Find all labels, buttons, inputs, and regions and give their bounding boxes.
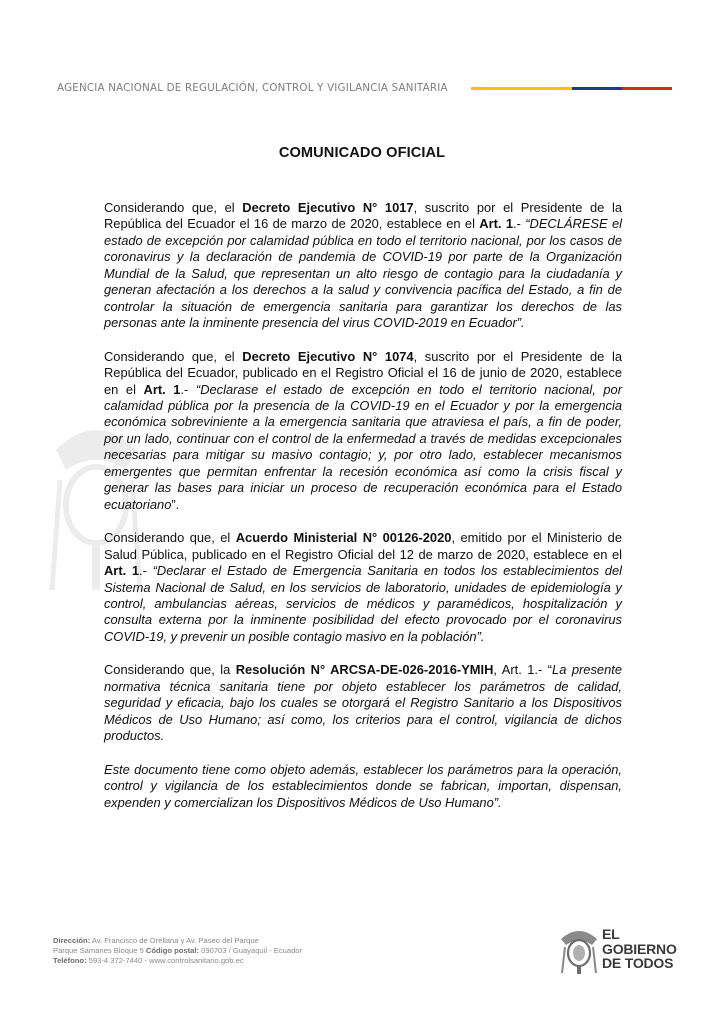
- logo-wordmark: EL GOBIERNO DE TODOS: [602, 926, 677, 971]
- paragraph-decreto-1074: Considerando que, el Decreto Ejecutivo N° 1074, suscrito por el Presidente de la República del Ecuador, publicado en el Registro Oficial el 16 de junio de 2020, establece en el Art. 1.- “Declarase el estado de excepción en todo el territorio nacional, por calamidad pública por la presencia de la COVID-19 en el Ecuador y por la emergencia económica sobreviniente a la emergencia sanitaria que atraviesa el país, a fin de poder, por un lado, continuar con el control de la enfermedad a través de medidas excepcionales necesarias para mitigar su masivo contagio; y, por otro lado, establecer mecanismos emergentes que permitan enfrentar la recesión económica así como la crisis fiscal y generar las bases para iniciar un proceso de recuperación económica para el Estado ecuatoriano”.: [104, 348, 622, 512]
- decree-reference: Decreto Ejecutivo N° 1017: [242, 200, 414, 215]
- document-body: [104, 200, 622, 828]
- article-reference: Art. 1: [143, 381, 181, 397]
- quoted-article: “DECLÁRESE el estado de excepción por calamidad pública en todo el territorio nacional, por los casos de coronavirus y la declaración de pandemia de COVID-19 por parte de la Organización Mundial de la Salud, que representan un alto riesgo de contagio para la ciudadanía y generan afectación a los derechos a la salud y convivencia pacífica del Estado, a fin de controlar la situación de emergencia sanitaria para garantizar los derechos de las personas ante la inminente presencia del virus COVID-2019 en Ecuador”.: [104, 216, 622, 331]
- article-reference: Art. 1: [479, 216, 514, 232]
- quoted-article: “Declarase el estado de excepción en todo el territorio nacional, por calamidad pública por la presencia de la COVID-19 en el Ecuador y por la emergencia económica sobreviniente a la emergencia sanitaria que atraviesa el país, a fin de poder, por un lado, continuar con el control de la enfermedad a través de medidas excepcionales necesarias para mitigar su masivo contagio; y, por otro lado, establecer mecanismos emergentes que permitan enfrentar la recesión económica así como la crisis fiscal y generar las bases para iniciar un proceso de recuperación económica para el Estado ecuatoriano: [104, 381, 622, 512]
- decree-reference: Decreto Ejecutivo N° 1074: [242, 348, 414, 364]
- agency-header: AGENCIA NACIONAL DE REGULACIÓN, CONTROL Y VIGILANCIA SANITARIA: [57, 82, 448, 94]
- paragraph-decreto-1017: Considerando que, el Decreto Ejecutivo N° 1017, suscrito por el Presidente de la República del Ecuador el 16 de marzo de 2020, establece en el Art. 1.- “DECLÁRESE el estado de excepción por calamidad pública en todo el territorio nacional, por los casos de coronavirus y la declaración de pandemia de COVID-19 por parte de la Organización Mundial de la Salud, que representan un alto riesgo de contagio para la ciudadanía y generan afectación a los derechos a la salud y convivencia pacífica del Estado, a fin de controlar la situación de emergencia sanitaria para garantizar los derechos de las personas ante la inminente presencia del virus COVID-2019 en Ecuador”.: [104, 200, 622, 331]
- quoted-article: La presente normativa técnica sanitaria tiene por objeto establecer los parámetros de calidad, seguridad y eficacia, bajo los cuales se otorgará el Registro Sanitario a los Dispositivos Médicos de Uso Humano; así como, los criterios para el control, vigilancia de dichos productos.: [104, 662, 622, 744]
- resolution-reference: Resolución N° ARCSA-DE-026-2016-YMIH: [235, 662, 494, 678]
- page-title: COMUNICADO OFICIAL: [278, 145, 446, 161]
- paragraph-resolucion: Considerando que, la Resolución N° ARCSA-DE-026-2016-YMIH, Art. 1.- “La presente normativa técnica sanitaria tiene por objeto establecer los parámetros de calidad, seguridad y eficacia, bajo los cuales se otorgará el Registro Sanitario a los Dispositivos Médicos de Uso Humano; así como, los criterios para el control, vigilancia de dichos productos.: [104, 662, 622, 744]
- coat-of-arms-icon: [558, 925, 600, 975]
- footer-phone-line: Teléfono: 593-4 372-7440 - www.controlsanitario.gob.ec: [53, 956, 244, 966]
- flag-yellow-band: [471, 87, 572, 90]
- gobierno-logo: [558, 923, 676, 979]
- quoted-article: Este documento tiene como objeto además, establecer los parámetros para la operación, control y vigilancia de los establecimientos donde se fabrican, importan, dispensan, expenden y comercializan los Dispositivos Médicos de Uso Humano”.: [104, 761, 622, 810]
- footer-postal-line: Parque Samanes Bloque 5 Código postal: 090703 / Guayaquil - Ecuador: [53, 946, 303, 956]
- article-reference: Art. 1: [104, 563, 140, 579]
- footer-address-line: Dirección: Av. Francisco de Orellana y Av. Paseo del Parque: [53, 936, 259, 945]
- paragraph-objective: [104, 762, 622, 811]
- quoted-article: “Declarar el Estado de Emergencia Sanitaria en todos los establecimientos del Sistema Nacional de Salud, en los servicios de laboratorio, unidades de epidemiología y control, ambulancias aéreas, servicios de médicos y paramédicos, hospitalización y consulta externa por la inminente posibilidad del efecto provocado por el coronavirus COVID-19, y prevenir un posible contagio masivo en la población”.: [104, 563, 622, 644]
- paragraph-acuerdo-ministerial: Considerando que, el Acuerdo Ministerial N° 00126-2020, emitido por el Ministerio de Salud Pública, publicado en el Registro Oficial del 12 de marzo de 2020, establece en el Art. 1.- “Declarar el Estado de Emergencia Sanitaria en todos los establecimientos del Sistema Nacional de Salud, en los servicios de laboratorio, unidades de epidemiología y control, ambulancias aéreas, servicios de médicos y paramédicos, hospitalización y consulta externa por la inminente posibilidad del efecto provocado por el coronavirus COVID-19, y prevenir un posible contagio masivo en la población”.: [104, 530, 622, 644]
- flag-red-band: [622, 87, 672, 90]
- flag-color-bar: [471, 87, 672, 90]
- agreement-reference: Acuerdo Ministerial N° 00126-2020: [235, 530, 452, 546]
- footer-contact-info: [53, 936, 302, 967]
- flag-blue-band: [572, 87, 622, 90]
